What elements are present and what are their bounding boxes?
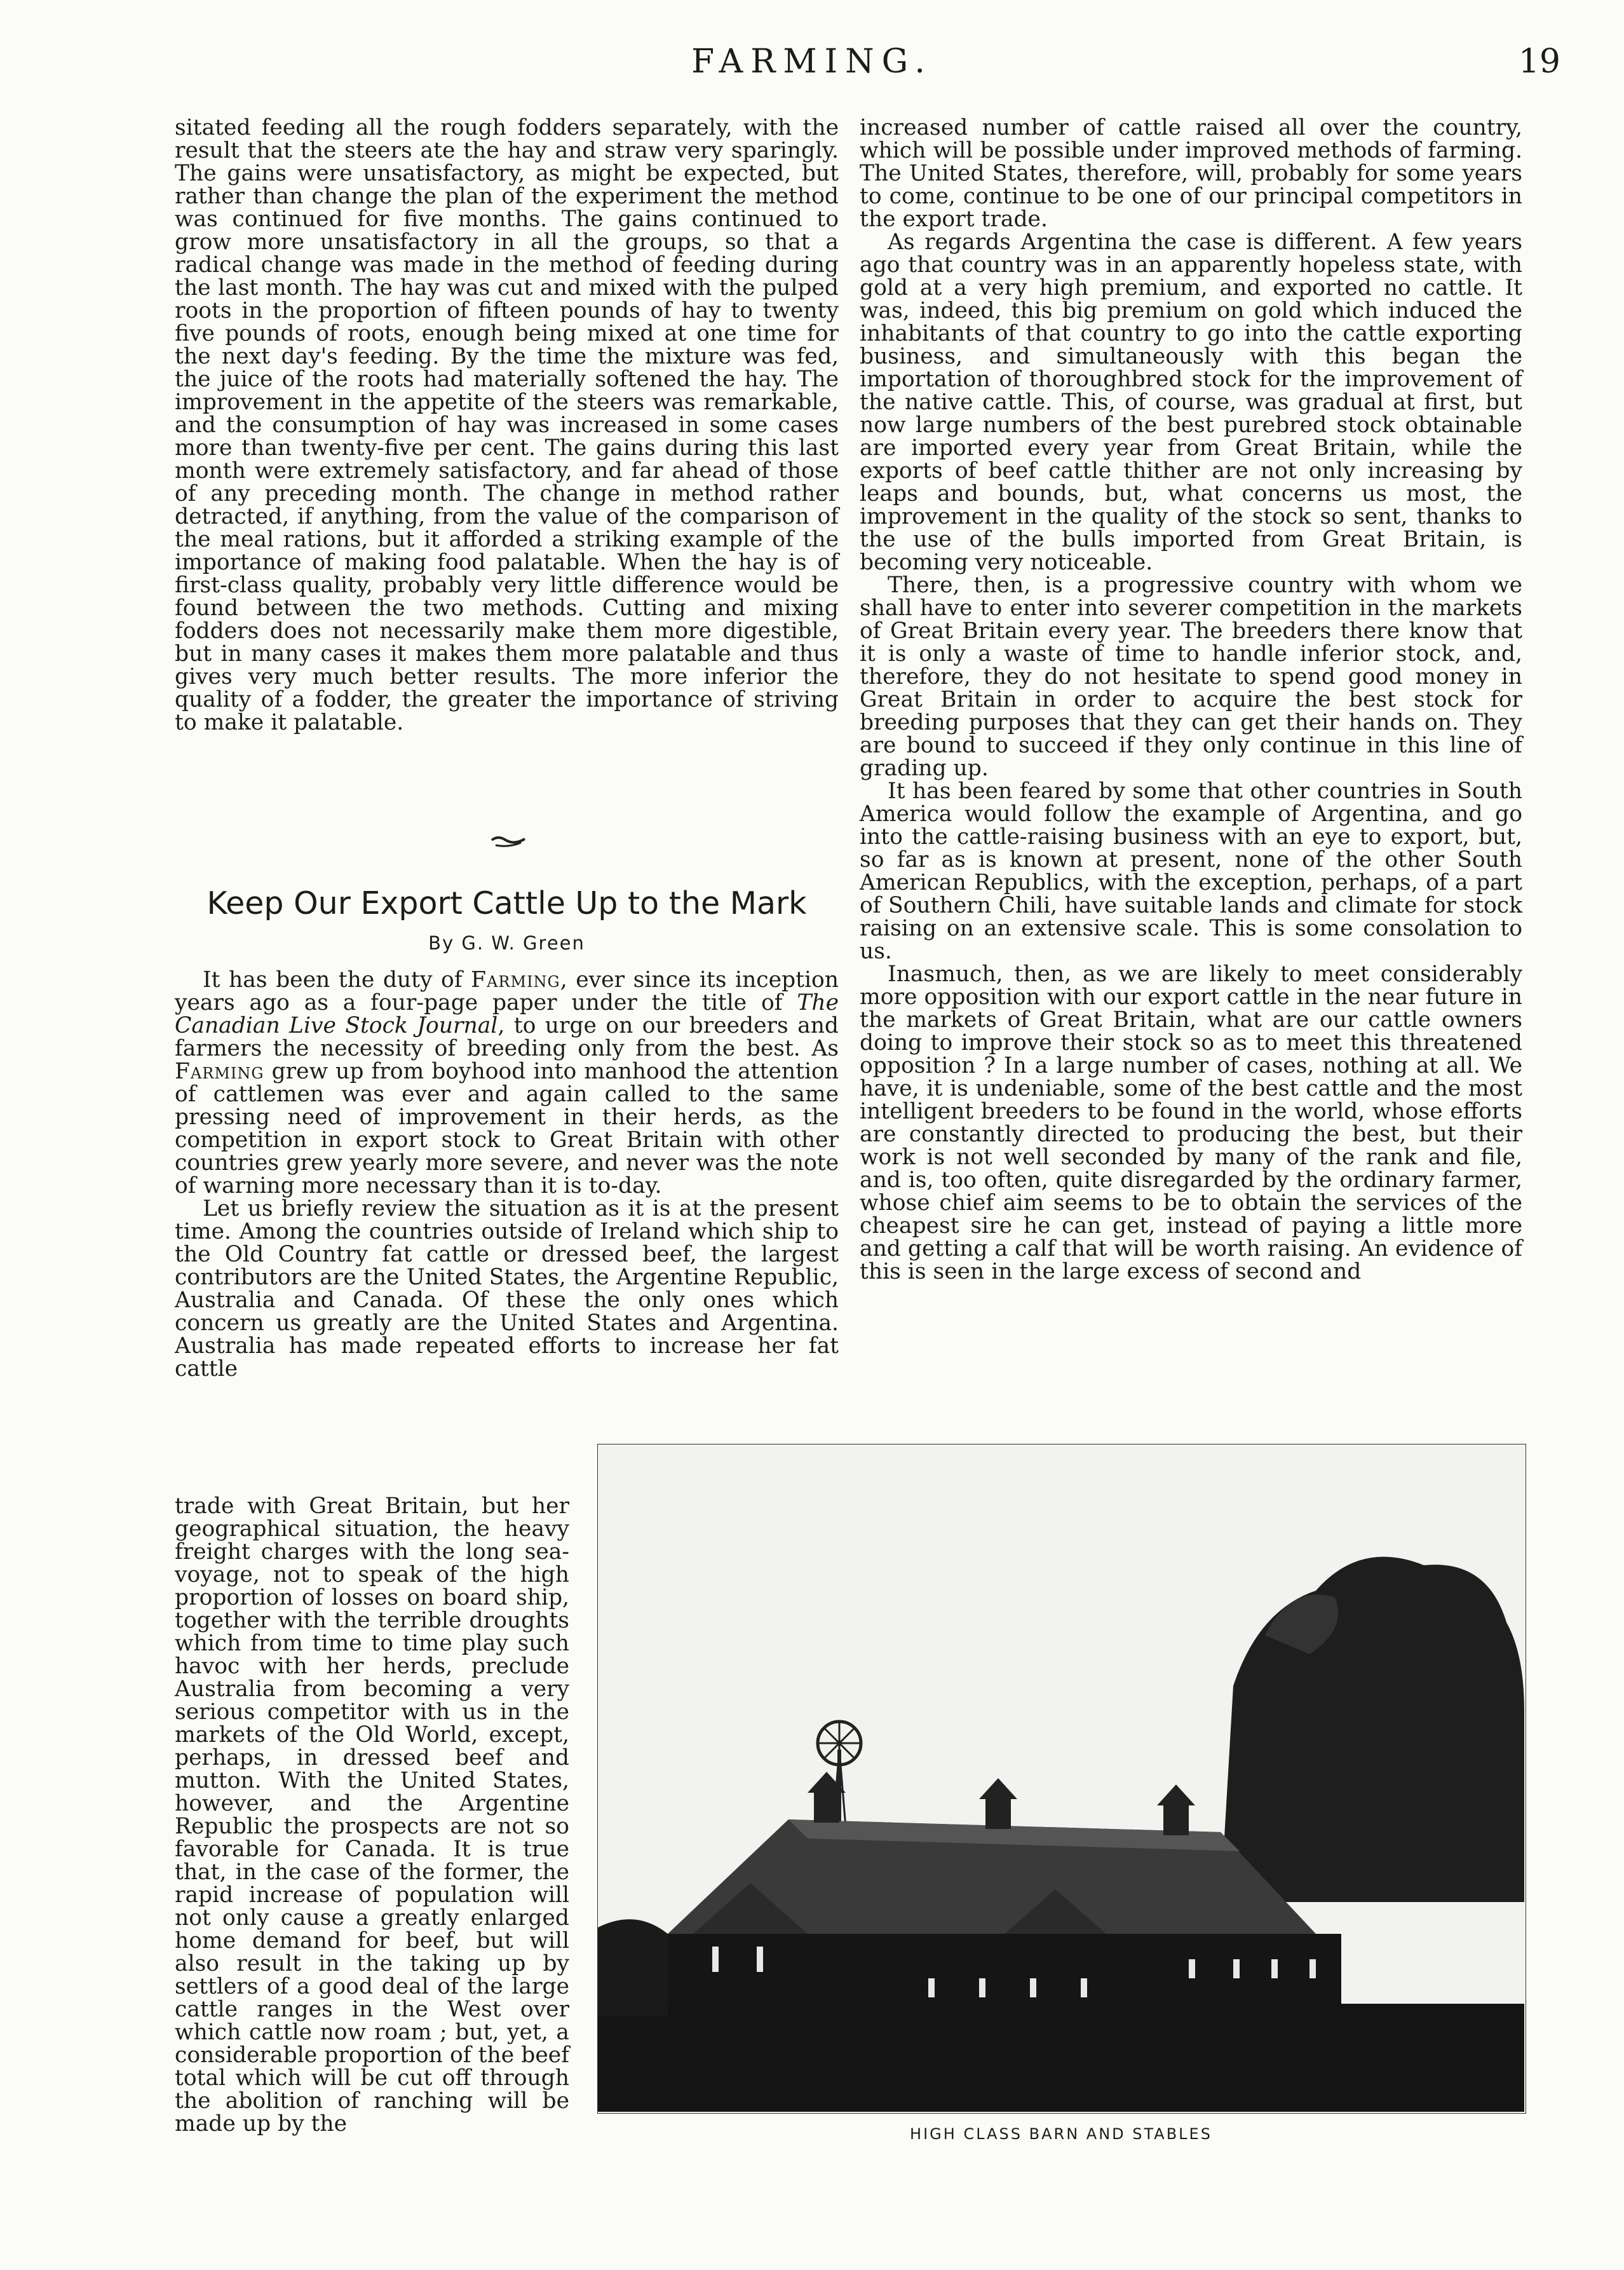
barn-photograph bbox=[597, 1444, 1526, 2114]
paragraph: trade with Great Britain, but her geographical situation, the heavy freight charges with the long sea-voyage, not to speak of the high proportion of losses on board ship, together with the terrible droughts which from time to time play such havoc with her herds, preclude Australia from becoming a very serious competitor with us in the markets of the Old World, except, perhaps, in dressed beef and mutton. With the United States, however, and the Argentine Republic the prospects are not so favorable for Canada. It is true that, in the case of the former, the rapid increase of population will not only cause a greatly enlarged home demand for beef, but will also result in the taking up by settlers of a good deal of the large cattle ranges in the West over which cattle now roam ; but, yet, a considerable proportion of the beef total which will be cut off through the abolition of ranching will be made up by the bbox=[175, 1493, 569, 2137]
barn-illustration bbox=[598, 1444, 1524, 2112]
page-header bbox=[0, 39, 1624, 84]
paragraph: sitated feeding all the rough fodders separately, with the result that the steers ate the hay and straw very sparingly. The gains were unsatisfactory, as might be expected, but rather than change the plan of the experiment the method was continued for five months. The gains continued to grow more unsatisfactory in all the groups, so that a radical change was made in the method of feeding during the last month. The hay was cut and mixed with the pulped roots in the proportion of fifteen pounds of hay to twenty five pounds of roots, enough being mixed at one time for the next day's feeding. By the time the mixture was fed, the juice of the roots had materially softened the hay. The improvement in the appetite of the steers was remarkable, and the consumption of hay was increased in some cases more than twenty-five per cent. The gains during this last month were extremely satisfactory, and far ahead of those of any preceding month. The change in method rather detracted, if anything, from the value of the comparison of the meal rations, but it afforded a striking example of the importance of making food palatable. When the hay is of first-class quality, probably very little difference would be found between the two methods. Cutting and mixing fodders does not necessarily make them more digestible, but in many cases it makes them more palatable and thus gives very much better results. The more inferior the quality of a fodder, the greater the importance of striving to make it palatable. bbox=[175, 115, 839, 735]
paragraph: increased number of cattle raised all over the country, which will be possible under improved methods of farming. The United States, therefore, will, probably for some years to come, continue to be one of our principal competitors in the export trade. bbox=[860, 115, 1522, 232]
paragraph: It has been feared by some that other countries in South America would follow the example of Argentina, and go into the cattle-raising business with an eye to export, but, so far as is known at present, none of the other South American Republics, with the exception, perhaps, of a part of Southern Chili, have suitable lands and climate for stock raising on an extensive scale. This is some consolation to us. bbox=[860, 778, 1522, 964]
paragraph: Let us briefly review the situation as it is at the present time. Among the countries outside of Ireland which ship to the Old Country fat cattle or dressed beef, the largest contributors are the United States, the Argentine Republic, Australia and Canada. Of these the only ones which concern us greatly are the United States and Argentina. Australia has made repeated efforts to increase her fat cattle bbox=[175, 1196, 839, 1382]
paragraph: It has been the duty of Farming, ever since its inception years ago as a four-page paper under the title of The Canadian Live Stock Journal, to urge on our breeders and farmers the necessity of breeding only from the best. As Farming grew up from boyhood into manhood the attention of cattlemen was ever and again called to the same pressing need of improvement in their herds, as the competition in export stock to Great Britain with other countries grew yearly more severe, and never was the note of warning more necessary than it is to-day. bbox=[175, 967, 839, 1199]
article-title: Keep Our Export Cattle Up to the Mark bbox=[206, 885, 807, 921]
paragraph: As regards Argentina the case is different. A few years ago that country was in an apparently hopeless state, with gold at a very high premium, and exported no cattle. It was, indeed, this big premium on gold which induced the inhabitants of that country to go into the cattle exporting business, and simultaneously with this began the importation of thoroughbred stock for the improvement of the native cattle. This, of course, was gradual at first, but now large numbers of the best purebred stock obtainable are imported every year from Great Britain, while the exports of beef cattle thither are not only increasing by leaps and bounds, but, what concerns us most, the improvement in the quality of the stock so sent, thanks to the use of the bulls imported from Great Britain, is becoming very noticeable. bbox=[860, 229, 1522, 575]
journal-title: The Canadian Live Stock Journal bbox=[175, 990, 839, 1038]
running-title: FARMING. bbox=[691, 43, 933, 81]
article-body-left bbox=[175, 968, 839, 1380]
article-body-narrow bbox=[175, 1495, 569, 2135]
article-byline: By G. W. Green bbox=[428, 932, 585, 954]
section-ornament-icon bbox=[489, 834, 527, 849]
page-number: 19 bbox=[1518, 43, 1560, 81]
paragraph: There, then, is a progressive country with whom we shall have to enter into severer competition in the markets of Great Britain every year. The breeders there know that it is only a waste of time to handle inferior stock, and, therefore, they do not hesitate to spend good money in Great Britain in order to acquire the best stock for breeding purposes that they can get their hands on. They are bound to succeed if they only continue in this line of grading up. bbox=[860, 573, 1522, 781]
right-column bbox=[860, 116, 1522, 1283]
left-column-continued-text bbox=[175, 116, 839, 734]
figure-caption: HIGH CLASS BARN AND STABLES bbox=[910, 2125, 1212, 2143]
paragraph: Inasmuch, then, as we are likely to meet considerably more opposition with our export cattle in the near future in the markets of Great Britain, what are our cattle owners doing to improve their stock so as to meet this threatened opposition ? In a large number of cases, nothing at all. We have, it is undeniable, some of the best cattle and the most intelligent breeders to be found in the world, whose efforts are constantly directed to producing the best, but their work is not well seconded by many of the rank and file, and is, too often, quite disregarded by the ordinary farmer, whose chief aim seems to be to obtain the services of the cheapest sire he can get, instead of paying a little more and getting a calf that will be worth raising. An evidence of this is seen in the large excess of second and bbox=[860, 962, 1522, 1284]
